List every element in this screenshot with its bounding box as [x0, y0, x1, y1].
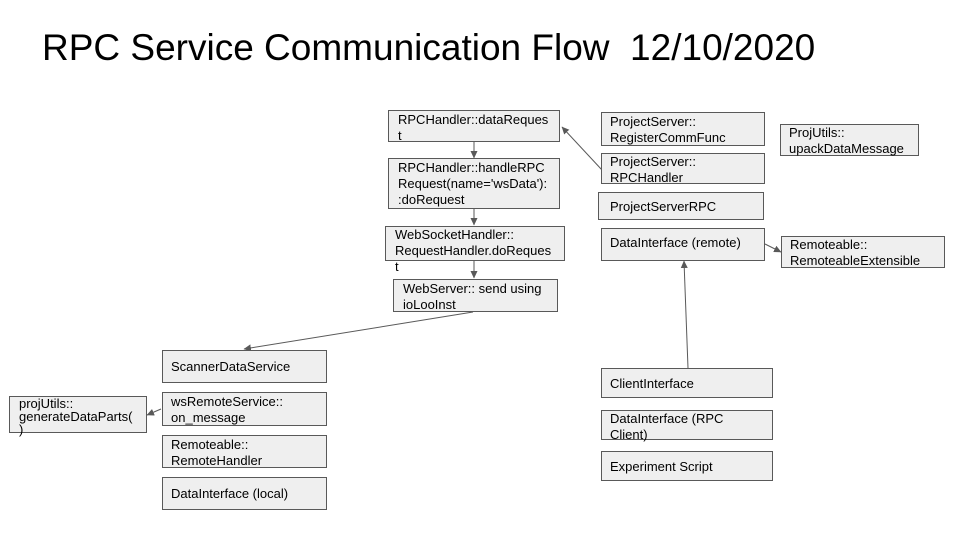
arrow-clientinterface-to-dataremote [684, 261, 688, 368]
project-server-rpc-box: ProjectServerRPC [598, 192, 764, 220]
experiment-script-box: Experiment Script [601, 451, 773, 481]
data-interface-local-box: DataInterface (local) [162, 477, 327, 510]
ws-remote-service-box: wsRemoteService:: on_message [162, 392, 327, 426]
arrow-wsremote-to-projutils [147, 409, 161, 415]
arrow-webserver-to-scanner [244, 312, 473, 349]
rpc-handler-data-request-box: RPCHandler::dataReques t [388, 110, 560, 142]
webserver-send-box: WebServer:: send using ioLooInst [393, 279, 558, 312]
websocket-handler-box: WebSocketHandler:: RequestHandler.doReques t [385, 226, 565, 261]
page-title: RPC Service Communication Flow 12/10/2020 [42, 27, 816, 68]
client-interface-box: ClientInterface [601, 368, 773, 398]
project-server-rpchandler-box: ProjectServer:: RPCHandler [601, 153, 765, 184]
arrow-projectserver-to-datarequest [562, 127, 602, 170]
project-server-register-box: ProjectServer:: RegisterCommFunc [601, 112, 765, 146]
data-interface-rpc-client-box: DataInterface (RPC Client) [601, 410, 773, 440]
arrow-dataremote-to-remoteable [765, 244, 781, 252]
remoteable-extensible-box: Remoteable:: RemoteableExtensible [781, 236, 945, 268]
projutils-upack-box: ProjUtils:: upackDataMessage [780, 124, 919, 156]
rpc-handler-handle-rpc-box: RPCHandler::handleRPC Request(name='wsData'): :doRequest [388, 158, 560, 209]
data-interface-remote-box: DataInterface (remote) [601, 228, 765, 261]
projutils-generate-data-parts-box: projUtils:: generateDataParts( ) [9, 396, 147, 433]
scanner-data-service-box: ScannerDataService [162, 350, 327, 383]
remoteable-handler-box: Remoteable:: RemoteHandler [162, 435, 327, 468]
